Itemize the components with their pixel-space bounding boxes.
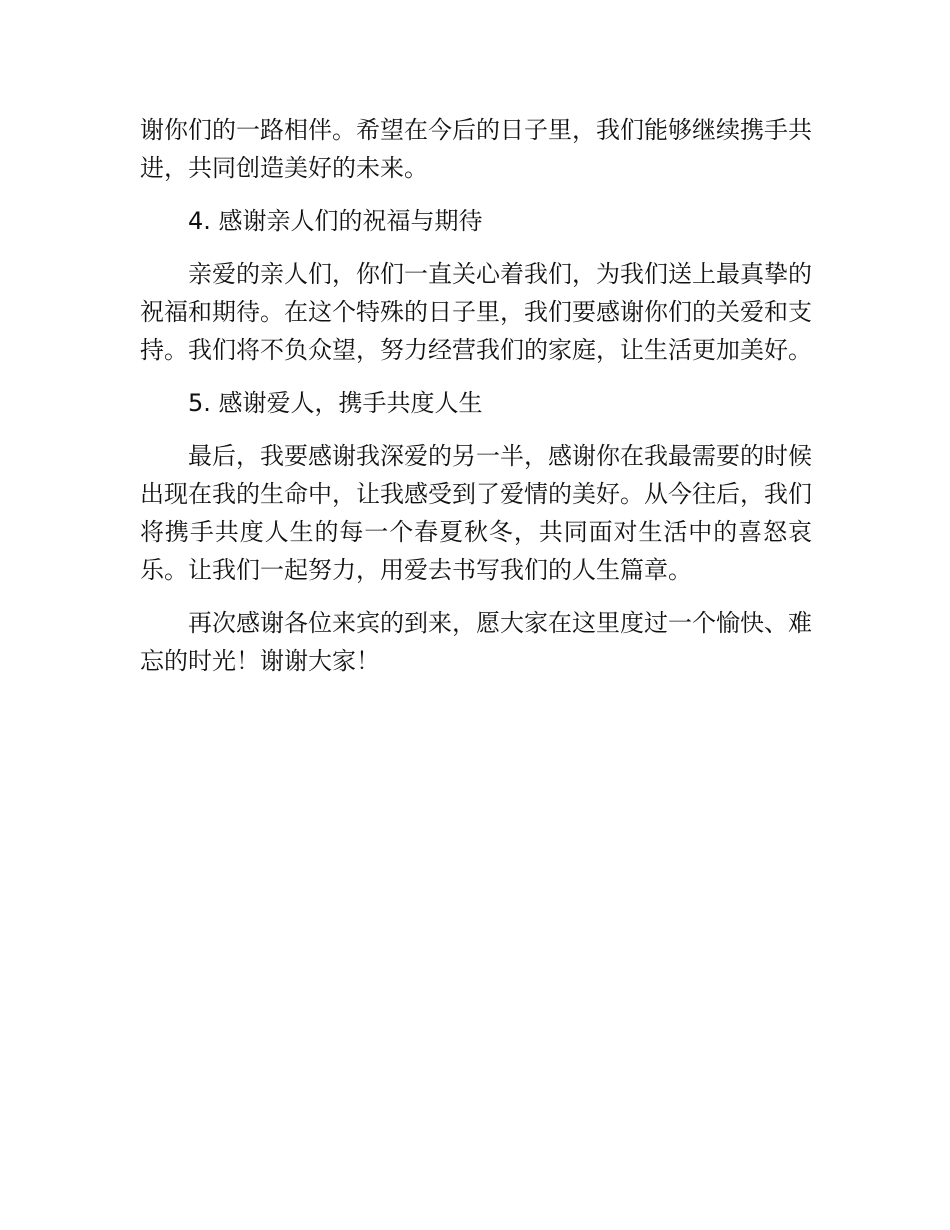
paragraph-partner: 最后，我要感谢我深爱的另一半，感谢你在我最需要的时候出现在我的生命中，让我感受到了爱情的美好。从今往后，我们将携手共度人生的每一个春夏秋冬，共同面对生活中的喜怒哀乐。让我们一起努力，用爱去书写我们的人生篇章。 [140, 442, 812, 584]
paragraph-closing: 再次感谢各位来宾的到来，愿大家在这里度过一个愉快、难忘的时光！谢谢大家！ [140, 609, 812, 675]
section-heading-5: 5. 感谢爱人，携手共度人生 [188, 389, 483, 417]
paragraph-continued: 谢你们的一路相伴。希望在今后的日子里，我们能够继续携手共进，共同创造美好的未来。 [140, 116, 812, 182]
document-page [140, 111, 812, 695]
section-heading-4: 4. 感谢亲人们的祝福与期待 [188, 207, 483, 235]
paragraph-relatives: 亲爱的亲人们，你们一直关心着我们，为我们送上最真挚的祝福和期待。在这个特殊的日子里，我们要感谢你们的关爱和支持。我们将不负众望，努力经营我们的家庭，让生活更加美好。 [140, 260, 812, 364]
